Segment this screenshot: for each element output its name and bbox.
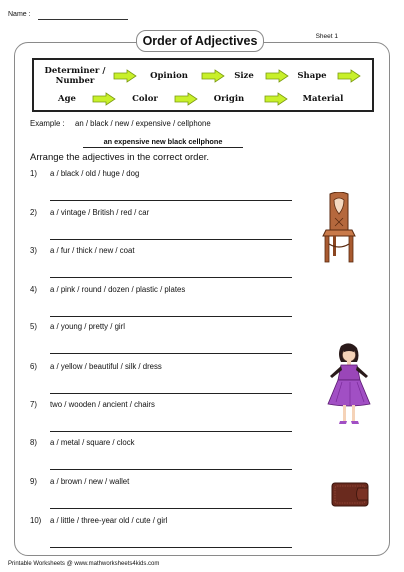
order-word-opinion: Opinion bbox=[150, 71, 188, 81]
instruction: Arrange the adjectives in the correct order. bbox=[30, 152, 210, 163]
arrow-icon bbox=[174, 92, 198, 106]
answer-line[interactable] bbox=[50, 316, 292, 317]
question-text: a / little / three-year old / cute / girl bbox=[50, 516, 168, 525]
question-number: 5) bbox=[30, 322, 37, 331]
question-text: two / wooden / ancient / chairs bbox=[50, 400, 155, 409]
question-number: 9) bbox=[30, 477, 37, 486]
girl-illustration bbox=[324, 342, 374, 428]
question-number: 2) bbox=[30, 208, 37, 217]
question-text: a / fur / thick / new / coat bbox=[50, 246, 135, 255]
example-label: Example : bbox=[30, 119, 65, 128]
question-number: 6) bbox=[30, 362, 37, 371]
example-text: an / black / new / expensive / cellphone bbox=[75, 119, 211, 128]
order-word-determiner bbox=[40, 66, 110, 86]
question-number: 8) bbox=[30, 438, 37, 447]
arrow-icon bbox=[92, 92, 116, 106]
name-label: Name : bbox=[8, 11, 31, 18]
order-word-age: Age bbox=[58, 94, 76, 104]
question-number: 3) bbox=[30, 246, 37, 255]
question-text: a / pink / round / dozen / plastic / plates bbox=[50, 285, 186, 294]
question-number: 1) bbox=[30, 169, 37, 178]
question-number: 4) bbox=[30, 285, 37, 294]
order-word-origin: Origin bbox=[213, 94, 245, 104]
example-answer-underline bbox=[83, 147, 243, 148]
answer-line[interactable] bbox=[50, 200, 292, 201]
order-word-material: Material bbox=[302, 94, 344, 104]
question-number: 10) bbox=[30, 516, 42, 525]
answer-line[interactable] bbox=[50, 469, 292, 470]
example-answer: an expensive new black cellphone bbox=[103, 137, 223, 146]
answer-line[interactable] bbox=[50, 353, 292, 354]
footer-credit: Printable Worksheets @ www.mathworksheets4kids.com bbox=[8, 561, 160, 567]
wallet-illustration bbox=[330, 480, 370, 508]
arrow-icon bbox=[201, 69, 225, 83]
arrow-icon bbox=[113, 69, 137, 83]
answer-line[interactable] bbox=[50, 508, 292, 509]
question-text: a / yellow / beautiful / silk / dress bbox=[50, 362, 162, 371]
answer-line[interactable] bbox=[50, 547, 292, 548]
answer-line[interactable] bbox=[50, 393, 292, 394]
question-text: a / metal / square / clock bbox=[50, 438, 135, 447]
arrow-icon bbox=[264, 92, 288, 106]
page-title: Order of Adjectives bbox=[136, 30, 264, 52]
question-text: a / brown / new / wallet bbox=[50, 477, 130, 486]
question-text: a / black / old / huge / dog bbox=[50, 169, 140, 178]
order-word-color: Color bbox=[132, 94, 158, 104]
arrow-icon bbox=[265, 69, 289, 83]
question-text: a / young / pretty / girl bbox=[50, 322, 125, 331]
name-input-line[interactable] bbox=[38, 19, 128, 20]
answer-line[interactable] bbox=[50, 277, 292, 278]
question-text: a / vintage / British / red / car bbox=[50, 208, 150, 217]
answer-line[interactable] bbox=[50, 431, 292, 432]
chair-illustration bbox=[322, 192, 356, 264]
order-word-shape: Shape bbox=[297, 71, 327, 81]
sheet-label: Sheet 1 bbox=[315, 33, 338, 40]
arrow-icon bbox=[337, 69, 361, 83]
question-number: 7) bbox=[30, 400, 37, 409]
order-word-size: Size bbox=[234, 71, 254, 81]
order-word-determiner-text: Determiner / Number bbox=[44, 66, 106, 86]
answer-line[interactable] bbox=[50, 239, 292, 240]
